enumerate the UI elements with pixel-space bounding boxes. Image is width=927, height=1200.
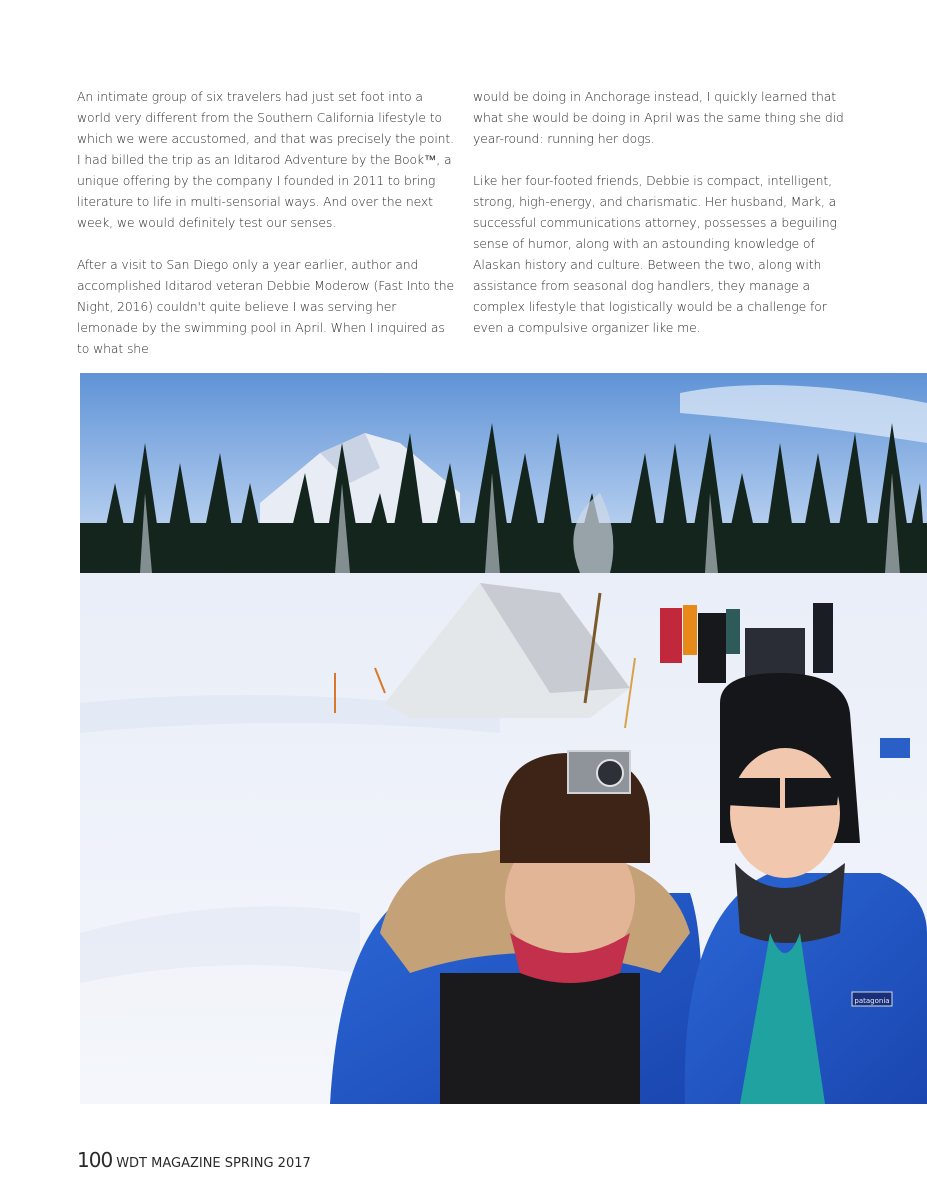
paragraph: would be doing in Anchorage instead, I quickly learned that what she would be doing in April was the same thing she did year-round: running her dogs. [473,89,844,146]
magazine-name: WDT MAGAZINE SPRING 2017 [116,1156,311,1171]
paragraph: Like her four-footed friends, Debbie is compact, intelligent, strong, high-energy, and charismatic. Her husband, Mark, a successful communications attorney, possesses a beguiling sense of humor, along with an astounding knowledge of Alaskan history and culture. Between the two, along with assistance from seasonal dog handlers, they manage a complex lifestyle that logistically would be a challenge for even a compulsive organizer like me. [473,173,837,335]
paragraph: After a visit to San Diego only a year earlier, author and accomplished Iditarod veteran Debbie Moderow (Fast Into the Night, 2016) couldn't quite believe I was serving her lemonade by the swimming pool in April. When I inquired as to what she [77,257,455,356]
article-column-left [77,86,457,380]
article-photo [80,373,927,1104]
photo-illustration [80,373,927,1104]
jacket-logo: patagonia [854,997,890,1005]
page-footer [77,1148,311,1172]
page-number: 100 [77,1148,113,1172]
article-column-right [473,86,853,359]
paragraph: An intimate group of six travelers had just set foot into a world very different from the Southern California lifestyle to which we were accustomed, and that was precisely the point. I had billed the trip as an Iditarod Adventure by the Book™, a unique offering by the company I founded in 2011 to bring literature to life in multi-sensorial ways. And over the next week, we would definitely test our senses. [77,89,455,230]
